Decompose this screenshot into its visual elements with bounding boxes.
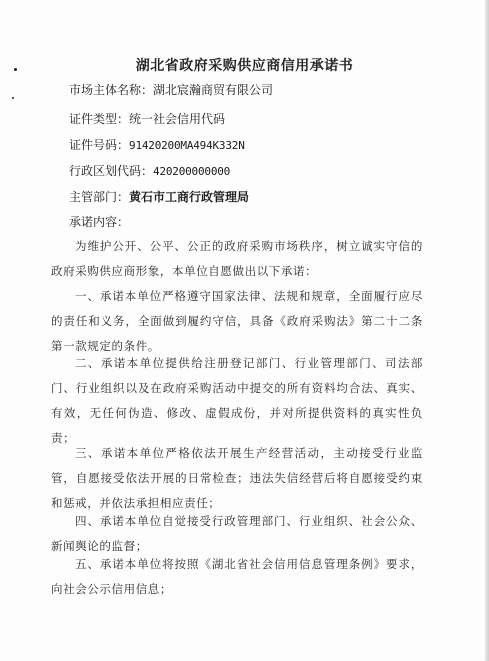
field-id-number (69, 136, 245, 153)
field-value: 统一社会信用代码 (129, 112, 226, 126)
field-authority (69, 188, 249, 205)
paragraph-clause-4: 四、承诺本单位自觉接受行政管理部门、行业组织、社会公众、新闻舆论的监督； (51, 514, 423, 553)
field-value: 黄石市工商行政管理局 (129, 190, 250, 204)
field-value: 420200000000 (153, 165, 231, 178)
scan-speck (12, 97, 14, 99)
field-label: 市场主体名称： (69, 83, 154, 97)
paragraph-intro: 为维护公开、公平、公正的政府采购市场秩序，树立诚实守信的政府采购供应商形象，本单位自愿做出以下承诺： (51, 239, 423, 278)
field-label: 行政区划代码： (69, 164, 154, 178)
field-id-type (69, 110, 225, 127)
paragraph-clause-1: 一、承诺本单位严格遵守国家法律、法规和规章，全面履行应尽的责任和义务，全面做到履约守信，具备《政府采购法》第二十二条第一款规定的条件。 (51, 289, 423, 353)
field-value: 湖北宸瀚商贸有限公司 (153, 83, 274, 97)
paragraph-clause-5: 五、承诺本单位将按照《湖北省社会信用信息管理条例》要求，向社会公示信用信息； (51, 557, 423, 596)
page-edge-shadow (485, 0, 489, 661)
field-label: 主管部门： (69, 190, 130, 204)
field-region-code (69, 162, 230, 179)
field-commitment-heading (69, 213, 129, 230)
field-entity-name (69, 81, 273, 98)
paragraph-clause-3: 三、承诺本单位严格依法开展生产经营活动，主动接受行业监管，自愿接受依法开展的日常检查；违法失信经营后将自愿接受约束和惩戒，并依法承担相应责任； (51, 446, 423, 510)
field-value: 91420200MA494K332N (129, 139, 245, 152)
paragraph-clause-2: 二、承诺本单位提供给注册登记部门、行业管理部门、司法部门、行业组织以及在政府采购活动中提交的所有资料均合法、真实、有效，无任何伪造、修改、虚假成份，并对所提供资料的真实性负责； (51, 356, 423, 445)
field-label: 证件号码： (69, 138, 130, 152)
field-label: 证件类型： (69, 112, 130, 126)
field-label: 承诺内容： (69, 215, 130, 229)
document-title: 湖北省政府采购供应商信用承诺书 (135, 58, 354, 74)
